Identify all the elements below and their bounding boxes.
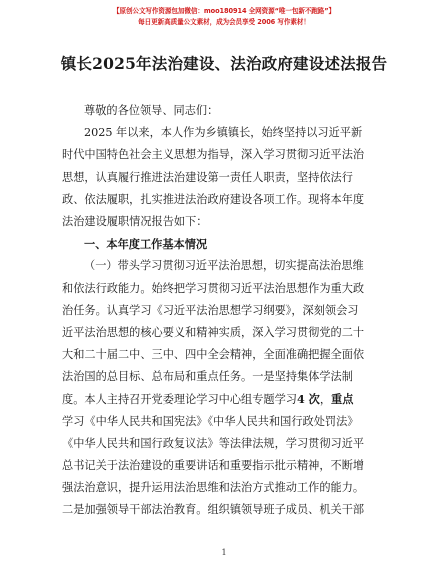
intro-line: 2025 年以来，本人作为乡镇镇长，始终坚持以习近平新	[84, 126, 363, 140]
para-line: 和依法行政能力。始终把学习贯彻习近平法治思想作为重大政	[62, 281, 365, 295]
para-line: 大和二十届二中、三中、四中全会精神，全面准确把握全面依	[62, 348, 365, 362]
bold-keyword: 重点	[331, 392, 354, 407]
para-line: 二是加强领导干部法治教育。组织镇领导班子成员、机关干部	[62, 503, 365, 517]
page-number: 1	[221, 548, 227, 557]
para-line: 强法治意识，提升运用法治思维和法治方式推动工作的能力。	[62, 481, 365, 495]
para-line: （一）带头学习贯彻习近平法治思想，切实提高法治思维	[84, 259, 364, 273]
document-title: 镇长2025年法治建设、法治政府建设述法报告	[60, 54, 388, 73]
para-line: 总书记关于法治建设的重要讲话和重要指示批示精神，不断增	[62, 459, 365, 472]
intro-line: 时代中国特色社会主义思想为指导，深入学习贯彻习近平法治	[62, 148, 365, 162]
intro-line: 政、依法履职，扎实推进法治政府建设各项工作。现将本年度	[62, 192, 365, 206]
intro-line: 法治建设履职情况报告如下：	[62, 214, 208, 228]
para-line: 近平法治思想的核心要义和精神实质，深入学习贯彻党的二十	[62, 325, 365, 339]
punctuation: ，	[319, 393, 332, 407]
bold-count: 4 次	[296, 392, 320, 407]
salutation: 尊敬的各位领导、同志们：	[84, 104, 219, 117]
promo-banner	[0, 6, 448, 28]
promo-banner-line-2: 每日更新高质量公文素材，成为会员享受 2006 写作素材！	[138, 18, 310, 26]
para-line: 法治国的总目标、总布局和重点任务。一是坚持集体学法制	[62, 370, 353, 384]
para-line-text: 度。本人主持召开党委理论学习中心组专题学习	[62, 393, 297, 407]
section-heading: 一、本年度工作基本情况	[84, 237, 208, 252]
para-line: 治任务。认真学习《习近平法治思想学习纲要》，深刻领会习	[62, 303, 359, 317]
para-line: 《中华人民共和国行政复议法》等法律法规，学习贯彻习近平	[62, 436, 365, 450]
promo-banner-line-1: 【原创公文写作资源包加微信：moo180914 全网资源“唯一包新不跑路”】	[112, 7, 336, 15]
para-line: 学习《中华人民共和国宪法》《中华人民共和国行政处罚法》	[62, 414, 359, 428]
intro-line: 思想，认真履行推进法治建设第一责任人职责，坚持依法行	[62, 170, 353, 184]
para-line	[62, 388, 392, 410]
document-body	[62, 100, 392, 522]
